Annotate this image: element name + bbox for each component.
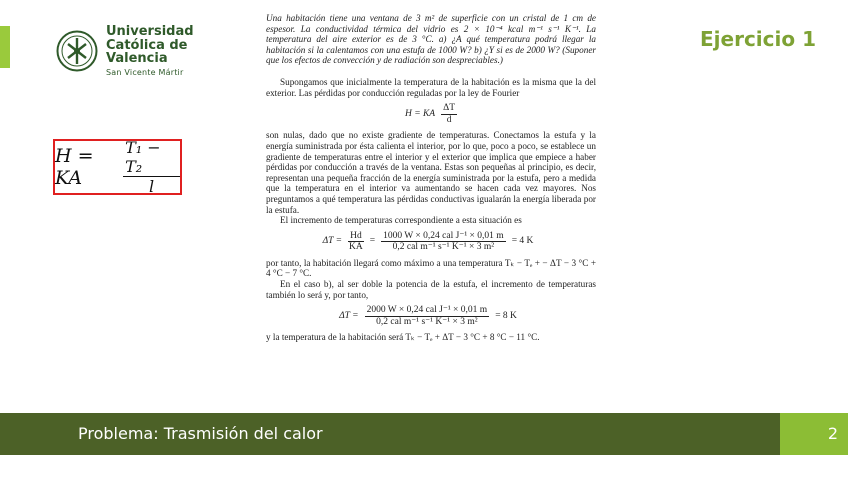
university-name-line3: Valencia — [106, 51, 168, 67]
paragraph-3: El incremento de temperaturas correspondiente a esta situación es — [280, 215, 522, 226]
fourier-formula-box — [53, 139, 182, 195]
university-name-line1: Universidad — [106, 24, 194, 39]
eq1-lhs: H = KA — [404, 108, 436, 119]
eq2-fraction-1 — [348, 231, 364, 253]
eq2-numerator-2: 1000 W × 0,24 cal J⁻¹ × 0,01 m — [383, 230, 504, 241]
eq2-denominator-1: KA — [349, 242, 363, 253]
equation-delta-t-a — [266, 231, 596, 253]
footer-label: Problema: Trasmisión del calor — [78, 424, 323, 443]
eq2-result: = 4 K — [511, 236, 534, 247]
page-number: 2 — [780, 413, 848, 455]
formula-numerator: T₁ − T₂ — [123, 138, 180, 177]
left-accent-bar — [0, 26, 10, 68]
paragraph-5: En el caso b), al ser doble la potencia de la estufa, el incremento de temperaturas también lo será y, por tanto, — [266, 279, 596, 300]
problem-text-column — [266, 13, 596, 343]
eq2-fraction-2 — [381, 231, 506, 253]
eq3-result: = 8 K — [495, 311, 517, 322]
eq3-lhs: ΔT = — [339, 311, 359, 322]
eq2-equals: = — [369, 236, 376, 247]
formula-fraction — [123, 138, 180, 196]
eq3-denominator: 0,2 cal m⁻¹ s⁻¹ K⁻¹ × 3 m² — [376, 316, 478, 327]
eq1-denominator: d — [446, 114, 452, 125]
paragraph-2: son nulas, dado que no existe gradiente de temperaturas. Conectamos la estufa y la energía suministrada por ésta calienta el interior, por lo que, poco a poco, se establece un gradiente de temperaturas entre el interior y el exterior que implica que empiece a haber pérdidas por conducción a través de la ventana. Estas son pequeñas al principio, es decir, representan una pequeña fracción de la energía suministrada por la estufa, pero a medida que la temperatura en el interior va aumentando se hacen cada vez mayores. Nos preguntamos a qué temperatura las pérdidas conductivas igualarán la energía liberada por la estufa. — [266, 130, 596, 215]
footer-bar — [0, 413, 780, 455]
eq1-numerator: ΔT — [443, 103, 456, 114]
eq1-fraction — [441, 103, 457, 125]
university-emblem-icon — [56, 30, 98, 72]
university-name-line2: Católica de — [106, 37, 188, 53]
slide-title: Ejercicio 1 — [700, 27, 816, 51]
eq2-denominator-2: 0,2 cal m⁻¹ s⁻¹ K⁻¹ × 3 m² — [392, 242, 495, 253]
formula-denominator: l — [148, 177, 155, 196]
eq3-fraction — [365, 305, 490, 327]
university-subline: San Vicente Mártir — [106, 67, 184, 77]
eq3-numerator: 2000 W × 0,24 cal J⁻¹ × 0,01 m — [366, 305, 488, 316]
formula-lhs: H = KA — [55, 145, 94, 189]
paragraph-1: Supongamos que inicialmente la temperatura de la habitación es la misma que la del exterior. Las pérdidas por conducción reguladas por la ley de Fourier — [266, 76, 596, 98]
problem-statement: Una habitación tiene una ventana de 3 m² de superficie con un cristal de 1 cm de espesor. La conductividad térmica del vidrio es 2 × 10⁻⁴ kcal m⁻¹ s⁻¹ K⁻¹. La temperatura del aire exterior es de 3 °C. a) ¿A qué temperatura podrá llegar la habitación si la calentamos con una estufa de 1000 W? b) ¿Y si es de 2000 W? (Suponer que los efectos de convección y de radiación son despreciables.) — [266, 13, 596, 66]
university-logo — [56, 25, 194, 77]
paragraph-6: y la temperatura de la habitación será Tₖ − Tₑ + ΔT − 3 °C + 8 °C − 11 °C. — [266, 332, 540, 343]
equation-fourier — [266, 103, 596, 125]
eq2-lhs: ΔT = — [322, 236, 343, 247]
equation-delta-t-b — [266, 305, 596, 327]
paragraph-4: por tanto, la habitación llegará como máximo a una temperatura Tₖ − Tₑ + − ΔT − 3 °C + 4 °C − 7 °C. — [266, 257, 596, 279]
eq2-numerator-1: Hd — [350, 230, 362, 241]
